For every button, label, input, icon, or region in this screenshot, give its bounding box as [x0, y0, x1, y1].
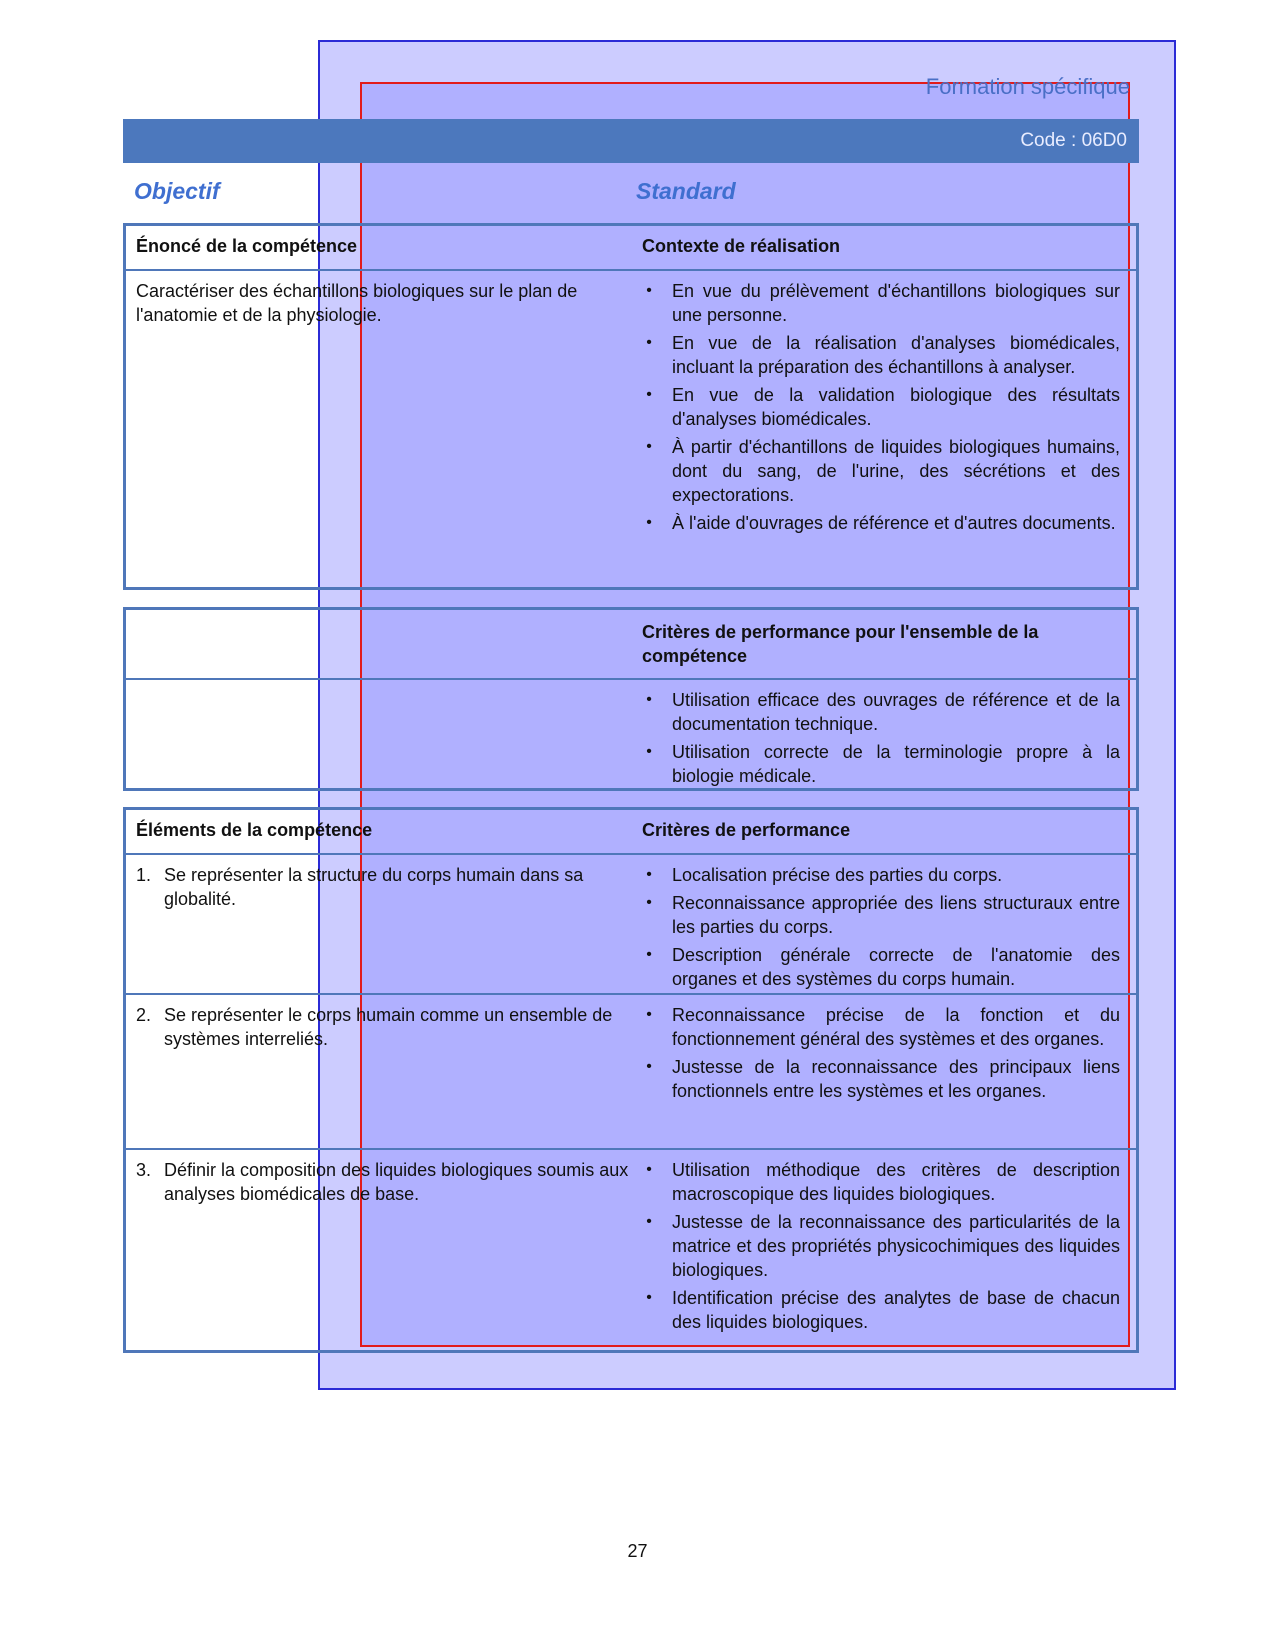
bullet-icon: • — [646, 1006, 652, 1023]
bullet-item — [642, 740, 1120, 788]
bullet-icon: • — [646, 1213, 652, 1230]
bullet-icon: • — [646, 386, 652, 403]
element-text — [136, 1003, 644, 1051]
element-row — [126, 1150, 1136, 1350]
bullet-icon: • — [646, 743, 652, 760]
bullet-icon: • — [646, 514, 652, 531]
bullet-text: À l'aide d'ouvrages de référence et d'autres documents. — [672, 513, 1116, 533]
element-row — [126, 855, 1136, 995]
statement-block — [123, 223, 1139, 590]
bullet-item — [642, 511, 1120, 535]
bullet-item — [642, 279, 1120, 327]
bullet-item — [642, 331, 1120, 379]
competency-statement: Caractériser des échantillons biologiques sur le plan de l'anatomie et de la physiologie. — [136, 281, 578, 325]
bullet-text: Localisation précise des parties du corps. — [672, 865, 1003, 885]
bullet-text: En vue de la validation biologique des résultats d'analyses biomédicales. — [672, 385, 1120, 429]
bullet-icon: • — [646, 894, 652, 911]
bullet-icon: • — [646, 282, 652, 299]
performance-title: Critères de performance — [642, 820, 851, 840]
element-description: Se représenter la structure du corps humain dans sa globalité. — [164, 865, 584, 909]
elements-header-row — [126, 810, 1136, 855]
overall-criteria-body-row — [126, 680, 1136, 788]
bullet-icon: • — [646, 438, 652, 455]
bullet-icon: • — [646, 1289, 652, 1306]
bullet-icon: • — [646, 946, 652, 963]
overall-criteria-block — [123, 607, 1139, 791]
element-number: 3. — [136, 1160, 152, 1180]
bullet-text: Utilisation efficace des ouvrages de référence et de la documentation technique. — [672, 690, 1120, 734]
bullet-item — [642, 1055, 1120, 1103]
bullet-item — [642, 1158, 1120, 1206]
element-criteria — [642, 863, 1120, 995]
standard-heading: Standard — [636, 178, 736, 204]
context-title: Contexte de réalisation — [642, 236, 841, 256]
element-description: Se représenter le corps humain comme un ensemble de systèmes interreliés. — [164, 1005, 613, 1049]
bullet-item — [642, 1286, 1120, 1334]
bullet-item — [642, 1003, 1120, 1051]
element-criteria — [642, 1003, 1120, 1107]
context-list — [642, 279, 1120, 539]
overall-criteria-list — [642, 688, 1120, 792]
bullet-text: Identification précise des analytes de base de chacun des liquides biologiques. — [672, 1288, 1120, 1332]
element-description: Définir la composition des liquides biologiques soumis aux analyses biomédicales de base. — [164, 1160, 629, 1204]
bullet-text: Description générale correcte de l'anatomie des organes et des systèmes du corps humain. — [672, 945, 1120, 989]
element-text — [136, 863, 644, 911]
bullet-icon: • — [646, 334, 652, 351]
page-number: 27 — [627, 1541, 648, 1561]
program-label: Formation spécifique — [925, 74, 1130, 99]
objective-heading: Objectif — [134, 178, 220, 204]
elements-block — [123, 807, 1139, 1353]
bullet-text: Utilisation méthodique des critères de description macroscopique des liquides biologiques. — [672, 1160, 1120, 1204]
bullet-item — [642, 891, 1120, 939]
element-number: 2. — [136, 1005, 152, 1025]
element-row — [126, 995, 1136, 1150]
bullet-icon: • — [646, 691, 652, 708]
bullet-item — [642, 383, 1120, 431]
column-headings — [134, 178, 1134, 210]
bullet-text: À partir d'échantillons de liquides biologiques humains, dont du sang, de l'urine, des sécrétions et des expectorations. — [672, 437, 1120, 505]
bullet-item — [642, 943, 1120, 991]
bullet-icon: • — [646, 1161, 652, 1178]
bullet-item — [642, 435, 1120, 507]
bullet-text: Reconnaissance appropriée des liens structuraux entre les parties du corps. — [672, 893, 1120, 937]
statement-body-row — [126, 271, 1136, 587]
competency-code: Code : 06D0 — [1020, 130, 1127, 151]
bullet-text: En vue du prélèvement d'échantillons biologiques sur une personne. — [672, 281, 1120, 325]
overall-criteria-header-row — [126, 610, 1136, 680]
bullet-item — [642, 688, 1120, 736]
code-bar — [123, 119, 1139, 163]
statement-header-row — [126, 226, 1136, 271]
overall-criteria-title: Critères de performance pour l'ensemble de la compétence — [642, 622, 1039, 666]
bullet-text: Justesse de la reconnaissance des particularités de la matrice et des propriétés physicochimiques des liquides biologiques. — [672, 1212, 1120, 1280]
element-criteria — [642, 1158, 1120, 1338]
element-number: 1. — [136, 865, 152, 885]
elements-title: Éléments de la compétence — [136, 820, 373, 840]
element-text — [136, 1158, 644, 1206]
bullet-item — [642, 863, 1120, 887]
bullet-item — [642, 1210, 1120, 1282]
statement-title: Énoncé de la compétence — [136, 236, 358, 256]
bullet-text: Reconnaissance précise de la fonction et du fonctionnement général des systèmes et des organes. — [672, 1005, 1120, 1049]
bullet-icon: • — [646, 1058, 652, 1075]
bullet-text: Justesse de la reconnaissance des principaux liens fonctionnels entre les systèmes et les organes. — [672, 1057, 1120, 1101]
bullet-text: En vue de la réalisation d'analyses biomédicales, incluant la préparation des échantillons à analyser. — [672, 333, 1120, 377]
bullet-icon: • — [646, 866, 652, 883]
bullet-text: Utilisation correcte de la terminologie propre à la biologie médicale. — [672, 742, 1120, 786]
